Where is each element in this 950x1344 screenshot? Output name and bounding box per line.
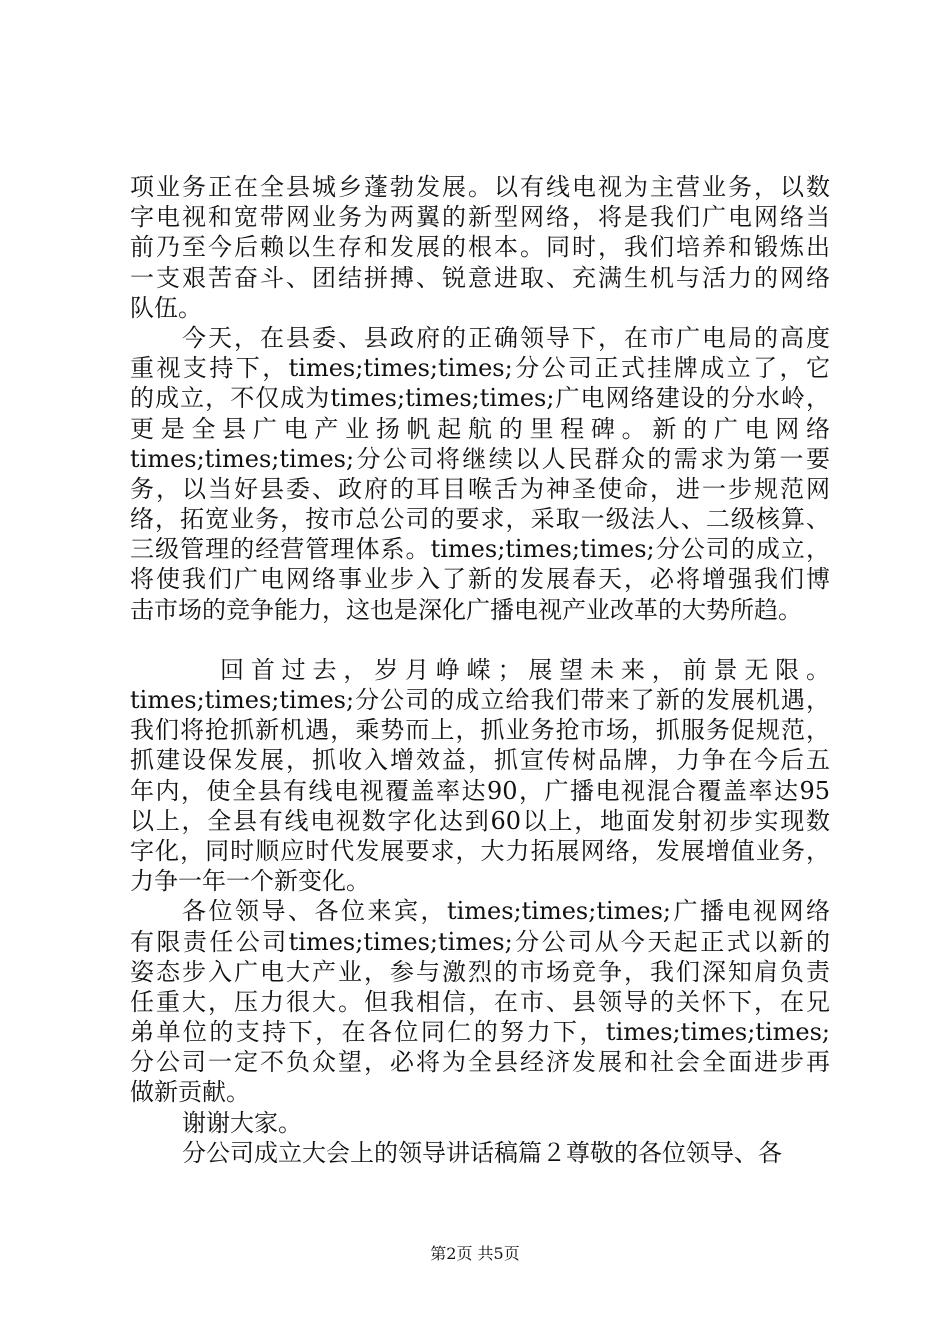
text-line: 三级管理的经营管理体系。times;times;times;分公司的成立， (130, 535, 830, 564)
page-number: 第2页 共5页 (430, 1244, 520, 1263)
document-body (130, 172, 830, 1168)
text-line: 字化，同时顺应时代发展要求，大力拓展网络，发展增值业务， (130, 836, 830, 865)
paragraph (130, 323, 830, 625)
text-line: 分公司成立大会上的领导讲话稿篇２尊敬的各位领导、各 (182, 1138, 782, 1167)
text-line: 将使我们广电网络事业步入了新的发展春天，必将增强我们博 (130, 565, 830, 594)
text-line: 以上，全县有线电视数字化达到60以上，地面发射初步实现数 (130, 806, 830, 835)
paragraph-spacer (130, 625, 830, 655)
text-line: 击市场的竞争能力，这也是深化广播电视产业改革的大势所趋。 (130, 595, 802, 624)
text-line: times;times;times;分公司将继续以人民群众的需求为第一要 (130, 444, 830, 473)
text-line: 一支艰苦奋斗、团结拼搏、锐意进取、充满生机与活力的网络 (130, 263, 830, 292)
text-line: 重视支持下，times;times;times;分公司正式挂牌成立了，它 (130, 354, 830, 383)
text-line: 分公司一定不负众望，必将为全县经济发展和社会全面进步再 (130, 1048, 830, 1077)
paragraph (130, 1138, 830, 1168)
text-line: 有限责任公司times;times;times;分公司从今天起正式以新的 (130, 927, 830, 956)
text-line: 做新贡献。 (130, 1078, 250, 1107)
text-line: times;times;times;分公司的成立给我们带来了新的发展机遇， (130, 686, 830, 714)
paragraph (130, 655, 830, 897)
text-line: 更是全县广电产业扬帆起航的里程碑。新的广电网络 (130, 414, 830, 443)
text-line: 姿态步入广电大产业，参与激烈的市场竞争，我们深知肩负责 (130, 957, 830, 986)
text-line: 各位领导、各位来宾，times;times;times;广播电视网络 (182, 897, 830, 926)
paragraph (130, 1108, 830, 1138)
text-line: 络，拓宽业务，按市总公司的要求，采取一级法人、二级核算、 (130, 505, 830, 534)
paragraph (130, 896, 830, 1107)
paragraph (130, 172, 830, 323)
text-line: 谢谢大家。 (182, 1108, 302, 1137)
text-line: 我们将抢抓新机遇，乘势而上，抓业务抢市场，抓服务促规范， (130, 716, 830, 745)
text-line: 务，以当好县委、政府的耳目喉舌为神圣使命，进一步规范网 (130, 474, 830, 503)
text-line: 抓建设保发展，抓收入增效益，抓宣传树品牌，力争在今后五 (130, 746, 830, 775)
text-line: 力争一年一个新变化。 (130, 867, 370, 896)
text-line: 回首过去，岁月峥嵘；展望未来，前景无限。 (220, 655, 830, 684)
text-line: 年内，使全县有线电视覆盖率达90，广播电视混合覆盖率达95 (130, 776, 830, 805)
text-line: 前乃至今后赖以生存和发展的根本。同时，我们培养和锻炼出 (130, 233, 830, 262)
text-line: 项业务正在全县城乡蓬勃发展。以有线电视为主营业务，以数 (130, 173, 830, 201)
text-line: 队伍。 (130, 293, 202, 322)
text-line: 任重大，压力很大。但我相信，在市、县领导的关怀下，在兄 (130, 987, 830, 1016)
text-line: 字电视和宽带网业务为两翼的新型网络，将是我们广电网络当 (130, 203, 830, 232)
text-line: 的成立，不仅成为times;times;times;广电网络建设的分水岭， (130, 384, 830, 413)
text-line: 弟单位的支持下，在各位同仁的努力下，times;times;times; (130, 1018, 830, 1047)
text-line: 今天，在县委、县政府的正确领导下，在市广电局的高度 (182, 323, 830, 352)
